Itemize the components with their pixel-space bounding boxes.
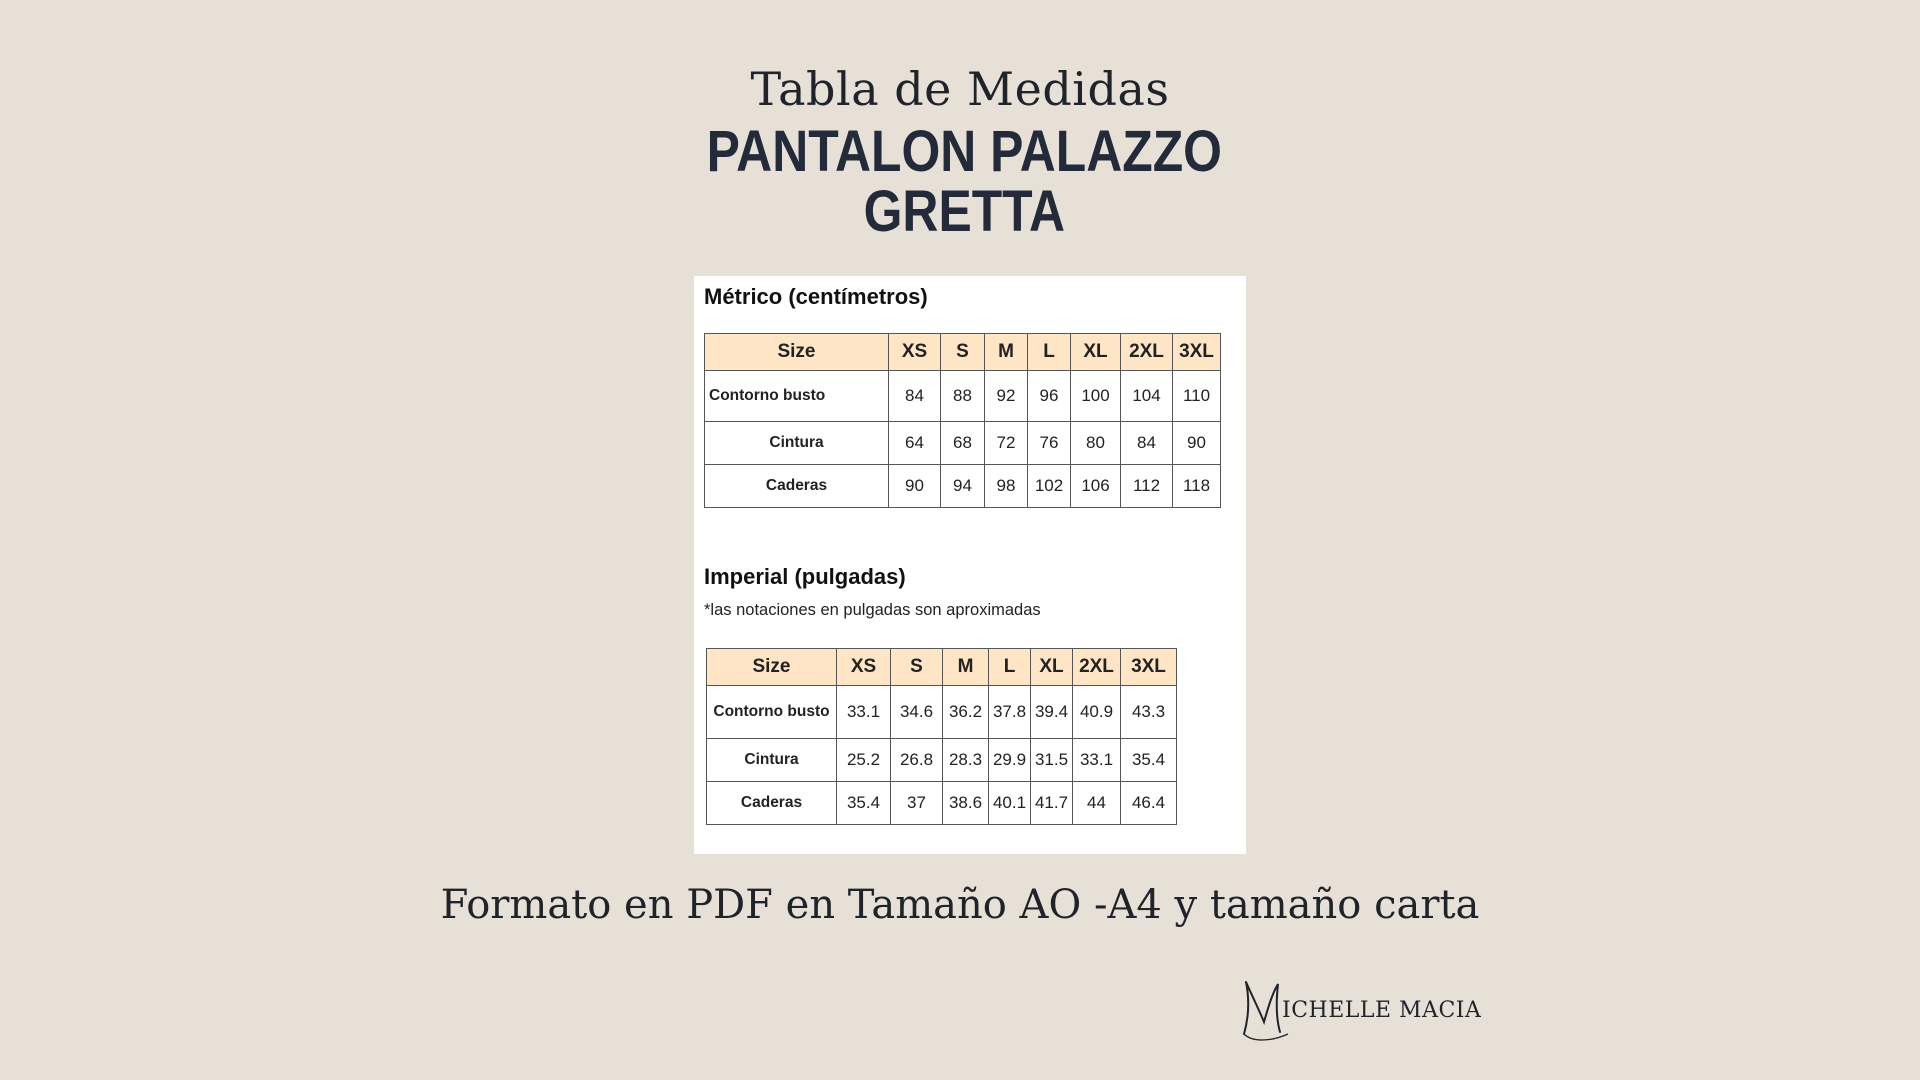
title-line-1: PANTALON PALAZZO (706, 119, 1222, 184)
table-cell: 28.3 (943, 739, 989, 782)
page-subtitle: Tabla de Medidas (750, 62, 1170, 116)
table-cell: 26.8 (891, 739, 943, 782)
table-cell: 100 (1071, 371, 1121, 422)
title-line-2: GRETTA (863, 179, 1065, 244)
imperial-col-s: S (891, 649, 943, 686)
table-cell: 110 (1173, 371, 1221, 422)
table-cell: 76 (1028, 422, 1071, 465)
imperial-col-xs: XS (837, 649, 891, 686)
metric-section-label: Métrico (centímetros) (704, 284, 928, 309)
table-cell: 35.4 (837, 782, 891, 825)
table-cell: 72 (985, 422, 1028, 465)
table-cell: 90 (1173, 422, 1221, 465)
table-cell: 43.3 (1121, 686, 1177, 739)
metric-col-l: L (1028, 334, 1071, 371)
imperial-col-2xl: 2XL (1073, 649, 1121, 686)
metric-col-3xl: 3XL (1173, 334, 1221, 371)
table-cell: 39.4 (1031, 686, 1073, 739)
table-cell: 98 (985, 465, 1028, 508)
table-cell: 31.5 (1031, 739, 1073, 782)
table-cell: 112 (1121, 465, 1173, 508)
table-cell: 29.9 (989, 739, 1031, 782)
table-cell: 106 (1071, 465, 1121, 508)
row-label: Caderas (705, 465, 889, 508)
table-cell: 46.4 (1121, 782, 1177, 825)
table-cell: 68 (941, 422, 985, 465)
table-cell: 92 (985, 371, 1028, 422)
metric-header-row (705, 334, 1221, 371)
table-row (707, 782, 1177, 825)
table-cell: 35.4 (1121, 739, 1177, 782)
row-label: Contorno busto (707, 686, 837, 739)
imperial-col-3xl: 3XL (1121, 649, 1177, 686)
table-cell: 36.2 (943, 686, 989, 739)
table-row (707, 686, 1177, 739)
metric-col-size: Size (705, 334, 889, 371)
table-cell: 34.6 (891, 686, 943, 739)
page-title (134, 119, 1785, 244)
table-cell: 84 (889, 371, 941, 422)
table-row (705, 371, 1221, 422)
table-cell: 118 (1173, 465, 1221, 508)
table-cell: 84 (1121, 422, 1173, 465)
table-cell: 94 (941, 465, 985, 508)
table-cell: 40.9 (1073, 686, 1121, 739)
row-label: Cintura (707, 739, 837, 782)
imperial-section-label: Imperial (pulgadas) (704, 564, 906, 589)
imperial-col-l: L (989, 649, 1031, 686)
table-cell: 102 (1028, 465, 1071, 508)
table-cell: 64 (889, 422, 941, 465)
imperial-header-row (707, 649, 1177, 686)
metric-col-xl: XL (1071, 334, 1121, 371)
metric-col-xs: XS (889, 334, 941, 371)
table-row (705, 465, 1221, 508)
brand-logo (1240, 972, 1480, 1042)
metric-col-s: S (941, 334, 985, 371)
size-chart-sheet (694, 276, 1246, 854)
format-note: Formato en PDF en Tamaño AO -A4 y tamaño carta (440, 882, 1480, 928)
table-cell: 41.7 (1031, 782, 1073, 825)
row-label: Caderas (707, 782, 837, 825)
imperial-col-m: M (943, 649, 989, 686)
table-cell: 25.2 (837, 739, 891, 782)
table-cell: 37.8 (989, 686, 1031, 739)
table-cell: 80 (1071, 422, 1121, 465)
table-cell: 44 (1073, 782, 1121, 825)
table-cell: 104 (1121, 371, 1173, 422)
table-cell: 40.1 (989, 782, 1031, 825)
row-label: Cintura (705, 422, 889, 465)
row-label: Contorno busto (705, 371, 889, 422)
table-row (705, 422, 1221, 465)
imperial-table (706, 648, 1177, 825)
imperial-col-xl: XL (1031, 649, 1073, 686)
table-cell: 33.1 (1073, 739, 1121, 782)
table-cell: 38.6 (943, 782, 989, 825)
metric-col-m: M (985, 334, 1028, 371)
metric-col-2xl: 2XL (1121, 334, 1173, 371)
table-cell: 88 (941, 371, 985, 422)
brand-name: ICHELLE MACIA (1282, 998, 1482, 1023)
table-cell: 90 (889, 465, 941, 508)
metric-table (704, 333, 1221, 508)
table-row (707, 739, 1177, 782)
table-cell: 37 (891, 782, 943, 825)
table-cell: 33.1 (837, 686, 891, 739)
table-cell: 96 (1028, 371, 1071, 422)
imperial-col-size: Size (707, 649, 837, 686)
imperial-note: *las notaciones en pulgadas son aproximadas (704, 601, 1041, 619)
